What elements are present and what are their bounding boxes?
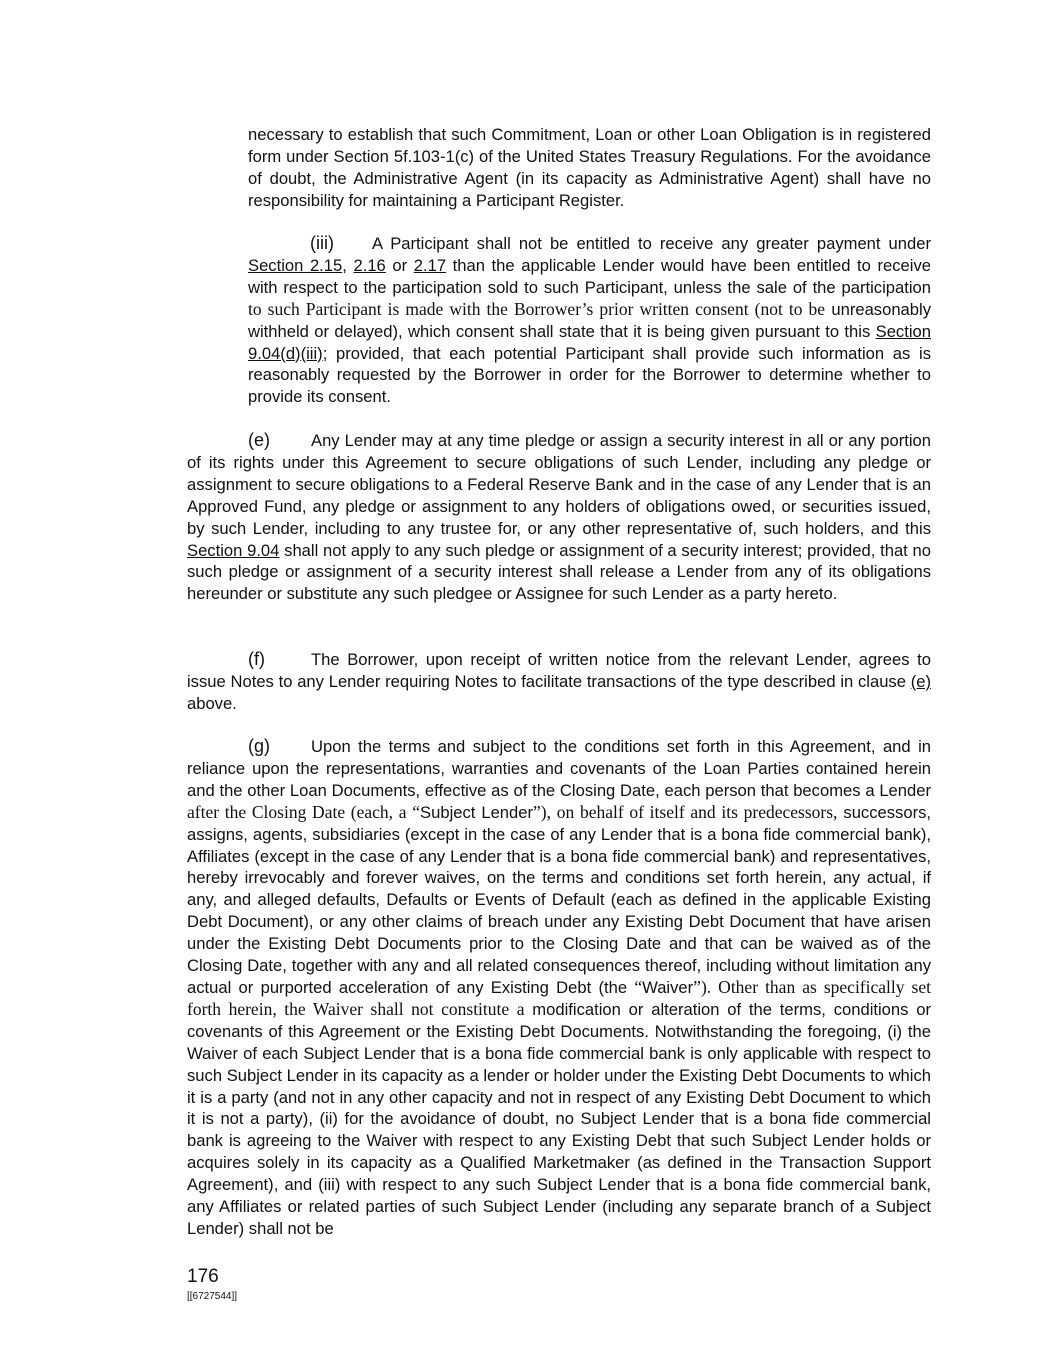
page-number: 176: [187, 1266, 219, 1287]
section-ref-2-17: 2.17: [413, 255, 447, 275]
clause-label-iii: (iii): [310, 233, 334, 253]
clause-label-g: (g): [248, 736, 270, 756]
document-id: [[6727544]]: [187, 1291, 238, 1302]
paragraph-iii: (iii) A Participant shall not be entitled to receive any greater payment under Section 2.15, 2.16 or 2.17 than the applicable Lender would have been entitled to receive with respect to the participation sold to such Participant, unless the sale of the participation to such Participant is made with the Borrower’s prior written consent (not to be unreasonably withheld or delayed), which consent shall state that it is being given pursuant to this Section 9.04(d)(iii); provided, that each potential Participant shall provide such information as is reasonably requested by the Borrower in order for the Borrower to determine whether to provide its consent.: [248, 233, 931, 407]
defined-term-subject-lender: Subject Lender: [420, 802, 534, 822]
clause-label-f: (f): [248, 649, 265, 669]
paragraph-g: (g) Upon the terms and subject to the conditions set forth in this Agreement, and in reliance upon the representations, warranties and covenants of the Loan Parties contained herein and the other Loan Documents, effective as of the Closing Date, each person that becomes a Lender after the Closing Date (each, a “Subject Lender”), on behalf of itself and its predecessors, successors, assigns, agents, subsidiaries (except in the case of any Lender that is a bona fide commercial bank), Affiliates (except in the case of any Lender that is a bona fide commercial bank) and representatives, hereby irrevocably and forever waives, on the terms and conditions set forth herein, any actual, if any, and alleged defaults, Defaults or Events of Default (each as defined in the applicable Existing Debt Document), or any other claims of breach under any Existing Debt Document that have arisen under the Existing Debt Documents prior to the Closing Date and that can be waived as of the Closing Date, together with any and all related consequences thereof, including without limitation any actual or purported acceleration of any Existing Debt (the “Waiver”). Other than as specifically set forth herein, the Waiver shall not constitute a modification or alteration of the terms, conditions or covenants of this Agreement or the Existing Debt Documents. Notwithstanding the foregoing, (i) the Waiver of each Subject Lender that is a bona fide commercial bank is only applicable with respect to such Subject Lender in its capacity as a lender or holder under the Existing Debt Documents to which it is a party (and not in any other capacity and not in respect of any Existing Debt Document to which it is not a party), (ii) for the avoidance of doubt, no Subject Lender that is a bona fide commercial bank is agreeing to the Waiver with respect to any Existing Debt that such Subject Lender holds or acquires solely in its capacity as a Qualified Marketmaker (as defined in the Transaction Support Agreement), and (iii) with respect to any such Subject Lender that is a bona fide commercial bank, any Affiliates or related parties of such Subject Lender (including any separate branch of a Subject Lender) shall not be: [187, 736, 931, 1238]
clause-ref-e: (e): [910, 671, 931, 691]
paragraph-e: (e) Any Lender may at any time pledge or assign a security interest in all or any portion of its rights under this Agreement to secure obligations of such Lender, including any pledge or assignment to secure obligations to a Federal Reserve Bank and in the case of any Lender that is an Approved Fund, any pledge or assignment to any holders of obligations owed, or securities issued, by such Lender, including to any trustee for, or any other representative of, such holders, and this Section 9.04 shall not apply to any such pledge or assignment of a security interest; provided, that no such pledge or assignment of a security interest shall release a Lender from any of its obligations hereunder or substitute any such pledgee or Assignee for such Lender as a party hereto.: [187, 430, 931, 604]
paragraph-text: necessary to establish that such Commitment, Loan or other Loan Obligation is in registered form under Section 5f.103-1(c) of the United States Treasury Regulations. For the avoidance of doubt, the Administrative Agent (in its capacity as Administrative Agent) shall have no responsibility for maintaining a Participant Register.: [248, 125, 931, 210]
defined-term-waiver: Waiver: [642, 977, 694, 997]
section-ref-9-04-d-iii: Section 9.04(d)(iii): [248, 321, 931, 363]
section-ref-2-16: 2.16: [353, 255, 386, 275]
paragraph-f: (f) The Borrower, upon receipt of written notice from the relevant Lender, agrees to issue Notes to any Lender requiring Notes to facilitate transactions of the type described in clause (e) above.: [187, 649, 931, 713]
section-ref-9-04: Section 9.04: [187, 540, 280, 560]
paragraph-participant-register: [248, 124, 931, 212]
clause-label-e: (e): [248, 430, 270, 450]
section-ref-2-15: Section 2.15: [248, 255, 343, 275]
